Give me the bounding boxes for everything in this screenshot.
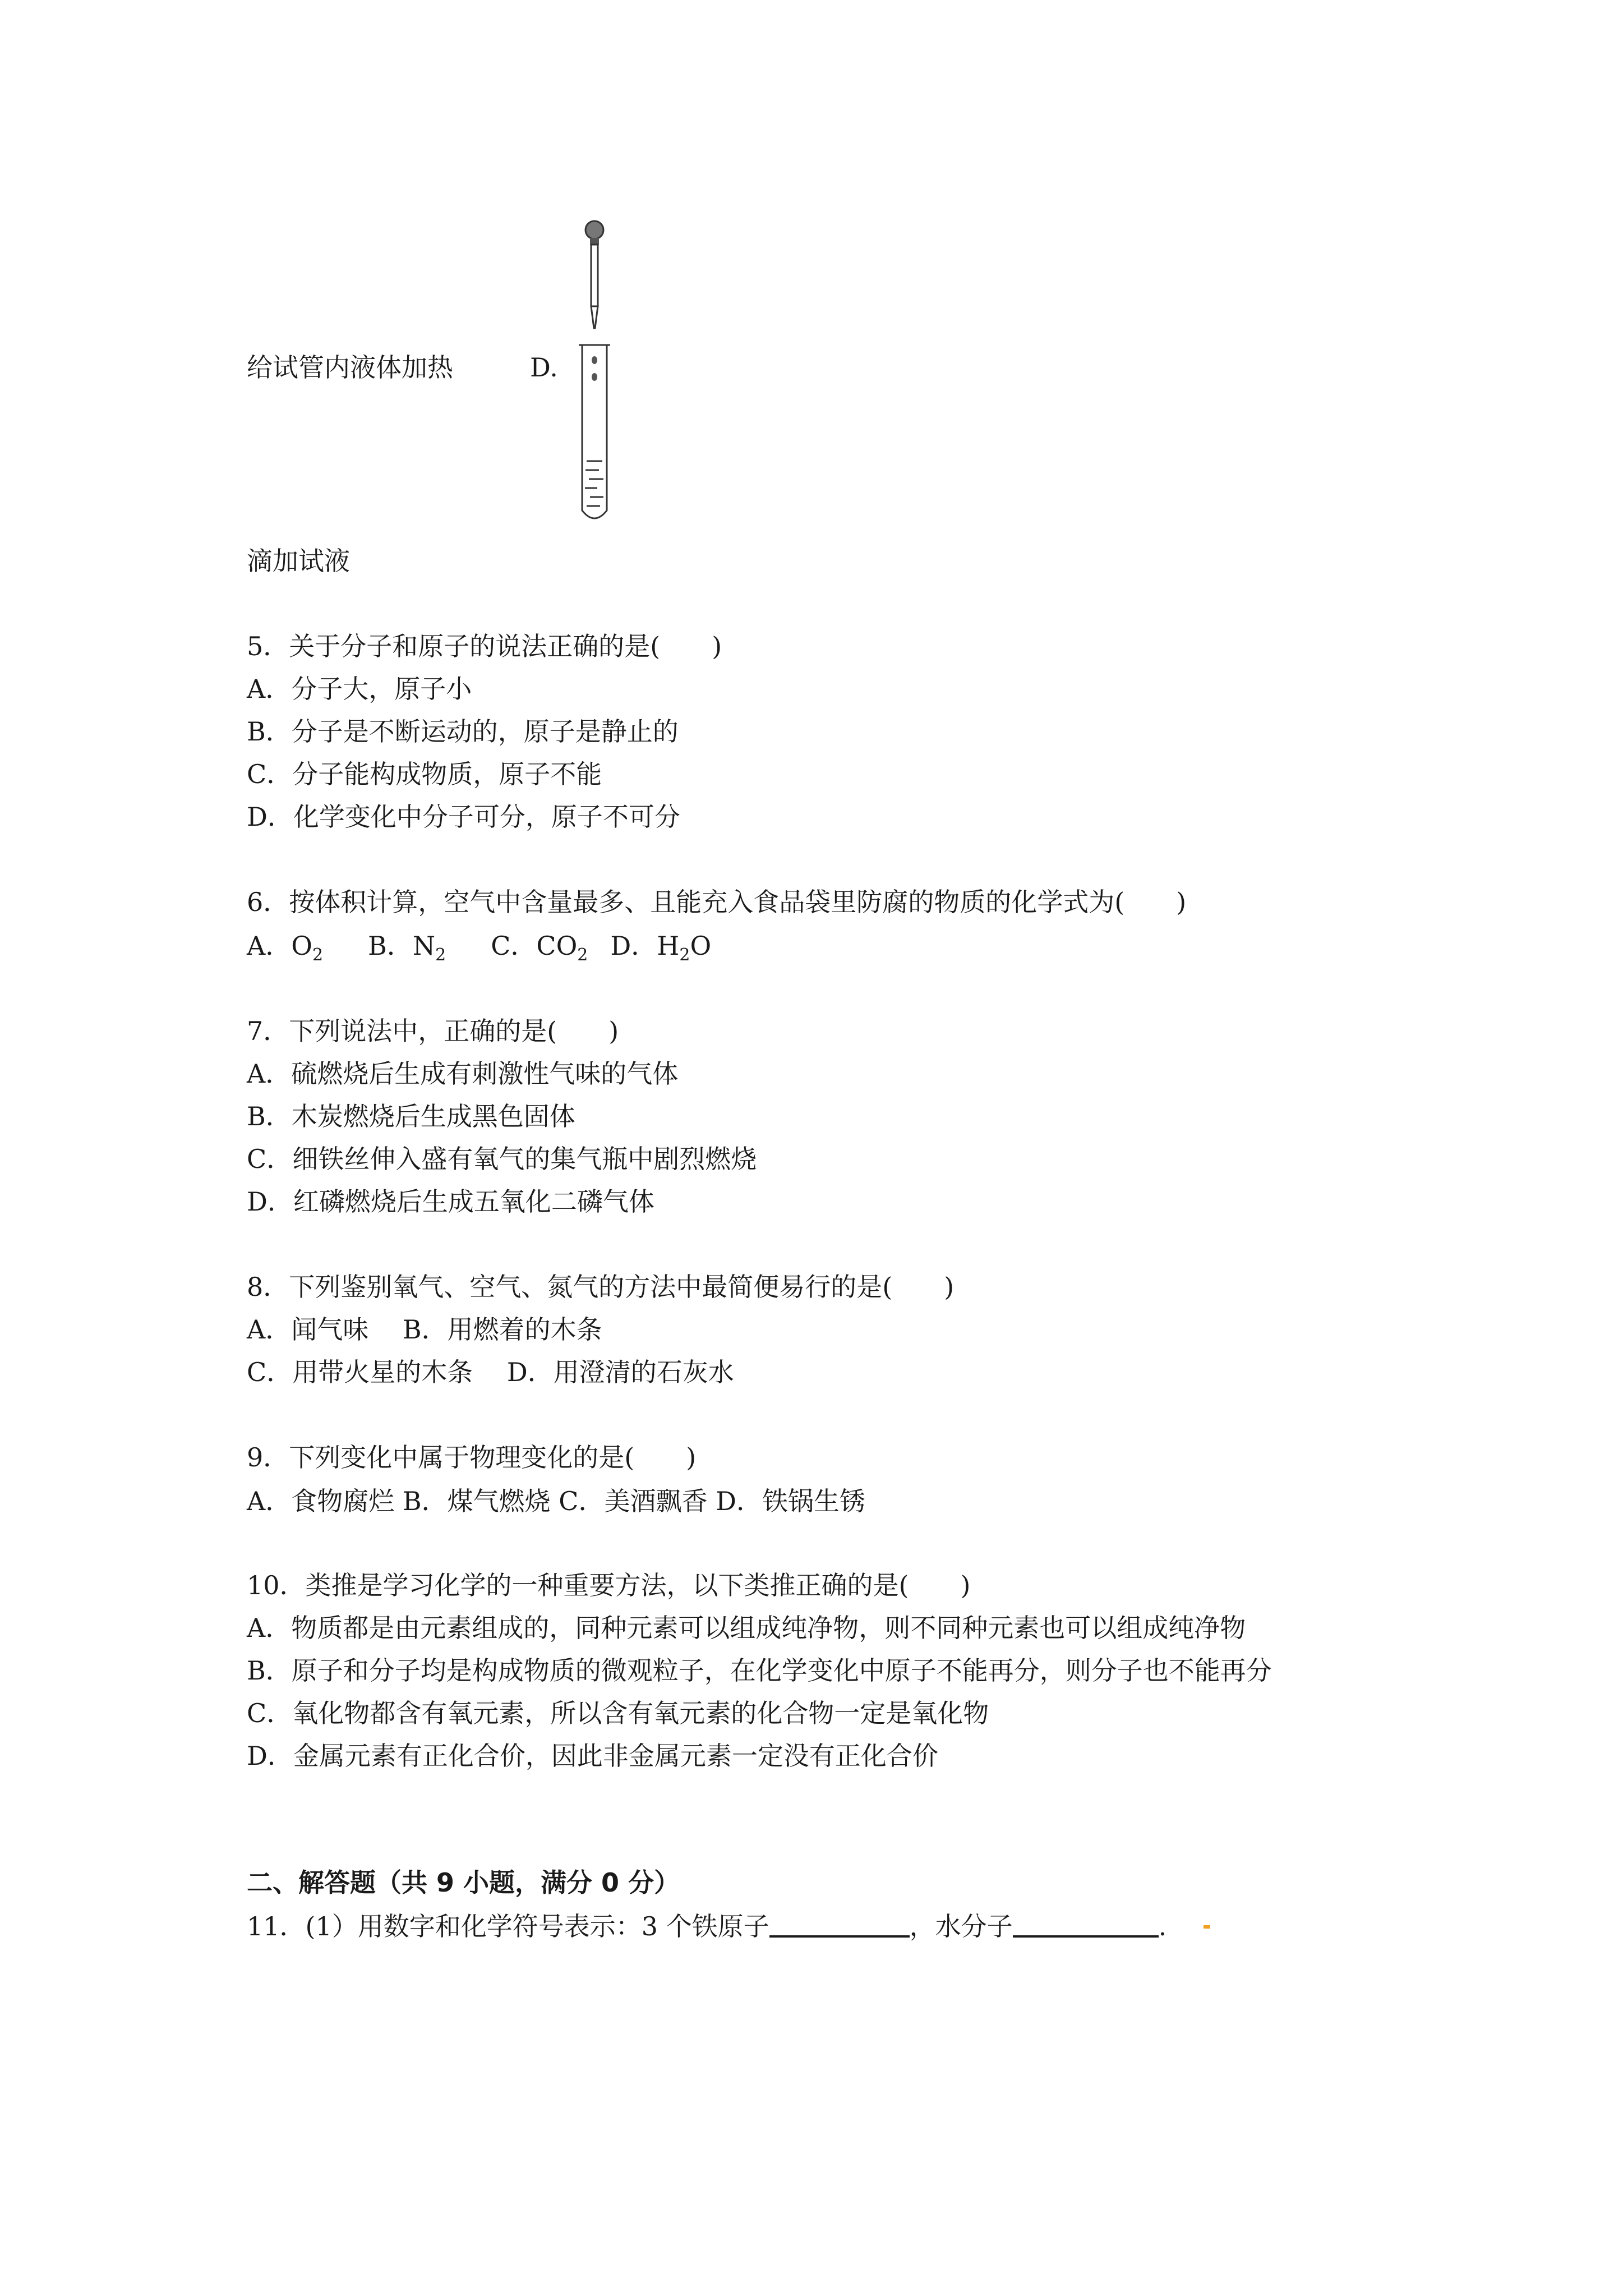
- q6-option-c: C．$CO_2$: [491, 931, 588, 965]
- answer-blank-water-molecule: [1013, 1911, 1159, 1938]
- q5-stem: 5．关于分子和原子的说法正确的是( ): [247, 631, 722, 661]
- q4-option-d-label: D.: [530, 352, 558, 383]
- q8-options-row-2: C．用带火星的木条 D．用澄清的石灰水: [247, 1357, 734, 1387]
- dropper-test-tube-figure: [566, 213, 628, 527]
- q7-option-d: D．红磷燃烧后生成五氧化二磷气体: [247, 1186, 654, 1217]
- dropper-tip: [591, 306, 598, 328]
- q5-option-b: B．分子是不断运动的，原子是静止的: [247, 716, 679, 747]
- q10-stem: 10．类推是学习化学的一种重要方法，以下类推正确的是( ): [247, 1570, 971, 1600]
- q5-option-d: D．化学变化中分子可分，原子不可分: [247, 802, 680, 832]
- section-2-heading: 二、解答题（共 9 小题，满分 0 分）: [247, 1867, 680, 1898]
- q11-end: .: [1158, 1911, 1167, 1941]
- q6-options: [247, 929, 711, 963]
- q6-option-a: A．$O_2$: [247, 931, 324, 965]
- dropper-tube: [591, 245, 598, 306]
- q10-option-b: B．原子和分子均是构成物质的微观粒子，在化学变化中原子不能再分，则分子也不能再分: [247, 1655, 1272, 1686]
- q6-stem: 6．按体积计算，空气中含量最多、且能充入食品袋里防腐的物质的化学式为( ): [247, 887, 1187, 917]
- drop-2: [592, 373, 597, 381]
- q8-stem: 8．下列鉴别氧气、空气、氮气的方法中最简便易行的是( ): [247, 1272, 955, 1302]
- highlight-mark: [1204, 1925, 1210, 1929]
- dropper-bulb: [585, 221, 603, 239]
- dropper-neck: [590, 238, 599, 245]
- q10-option-a: A．物质都是由元素组成的，同种元素可以组成纯净物，则不同种元素也可以组成纯净物: [247, 1613, 1246, 1643]
- q5-option-a: A．分子大，原子小: [247, 674, 472, 704]
- q7-option-c: C．细铁丝伸入盛有氧气的集气瓶中剧烈燃烧: [247, 1144, 757, 1174]
- q6-option-b: B．$N_2$: [368, 931, 446, 965]
- q11-line: [247, 1910, 1166, 1943]
- answer-blank-iron-atoms: [769, 1911, 910, 1938]
- q10-option-d: D．金属元素有正化合价，因此非金属元素一定没有正化合价: [247, 1741, 938, 1771]
- q9-stem: 9．下列变化中属于物理变化的是( ): [247, 1442, 697, 1473]
- q7-option-a: A．硫燃烧后生成有刺激性气味的气体: [247, 1059, 679, 1089]
- q11-part-2: ，水分子: [909, 1911, 1013, 1941]
- test-tube: [582, 345, 607, 518]
- q4-option-c-text: 给试管内液体加热: [247, 352, 453, 383]
- q7-stem: 7．下列说法中，正确的是( ): [247, 1016, 619, 1046]
- q9-options: A．食物腐烂 B．煤气燃烧 C．美酒飘香 D．铁锅生锈: [247, 1486, 865, 1516]
- drop-1: [592, 356, 597, 364]
- q8-options-row-1: A．闻气味 B．用燃着的木条: [247, 1314, 602, 1345]
- q11-part-1: 11．(1）用数字和化学符号表示：3 个铁原子: [247, 1911, 769, 1941]
- q6-option-d: D．$H_2O$: [610, 931, 712, 965]
- q5-option-c: C．分子能构成物质，原子不能: [247, 759, 602, 789]
- q7-option-b: B．木炭燃烧后生成黑色固体: [247, 1101, 575, 1131]
- q10-option-c: C．氧化物都含有氧元素，所以含有氧元素的化合物一定是氧化物: [247, 1698, 989, 1728]
- q4-option-d-text: 滴加试液: [247, 546, 350, 576]
